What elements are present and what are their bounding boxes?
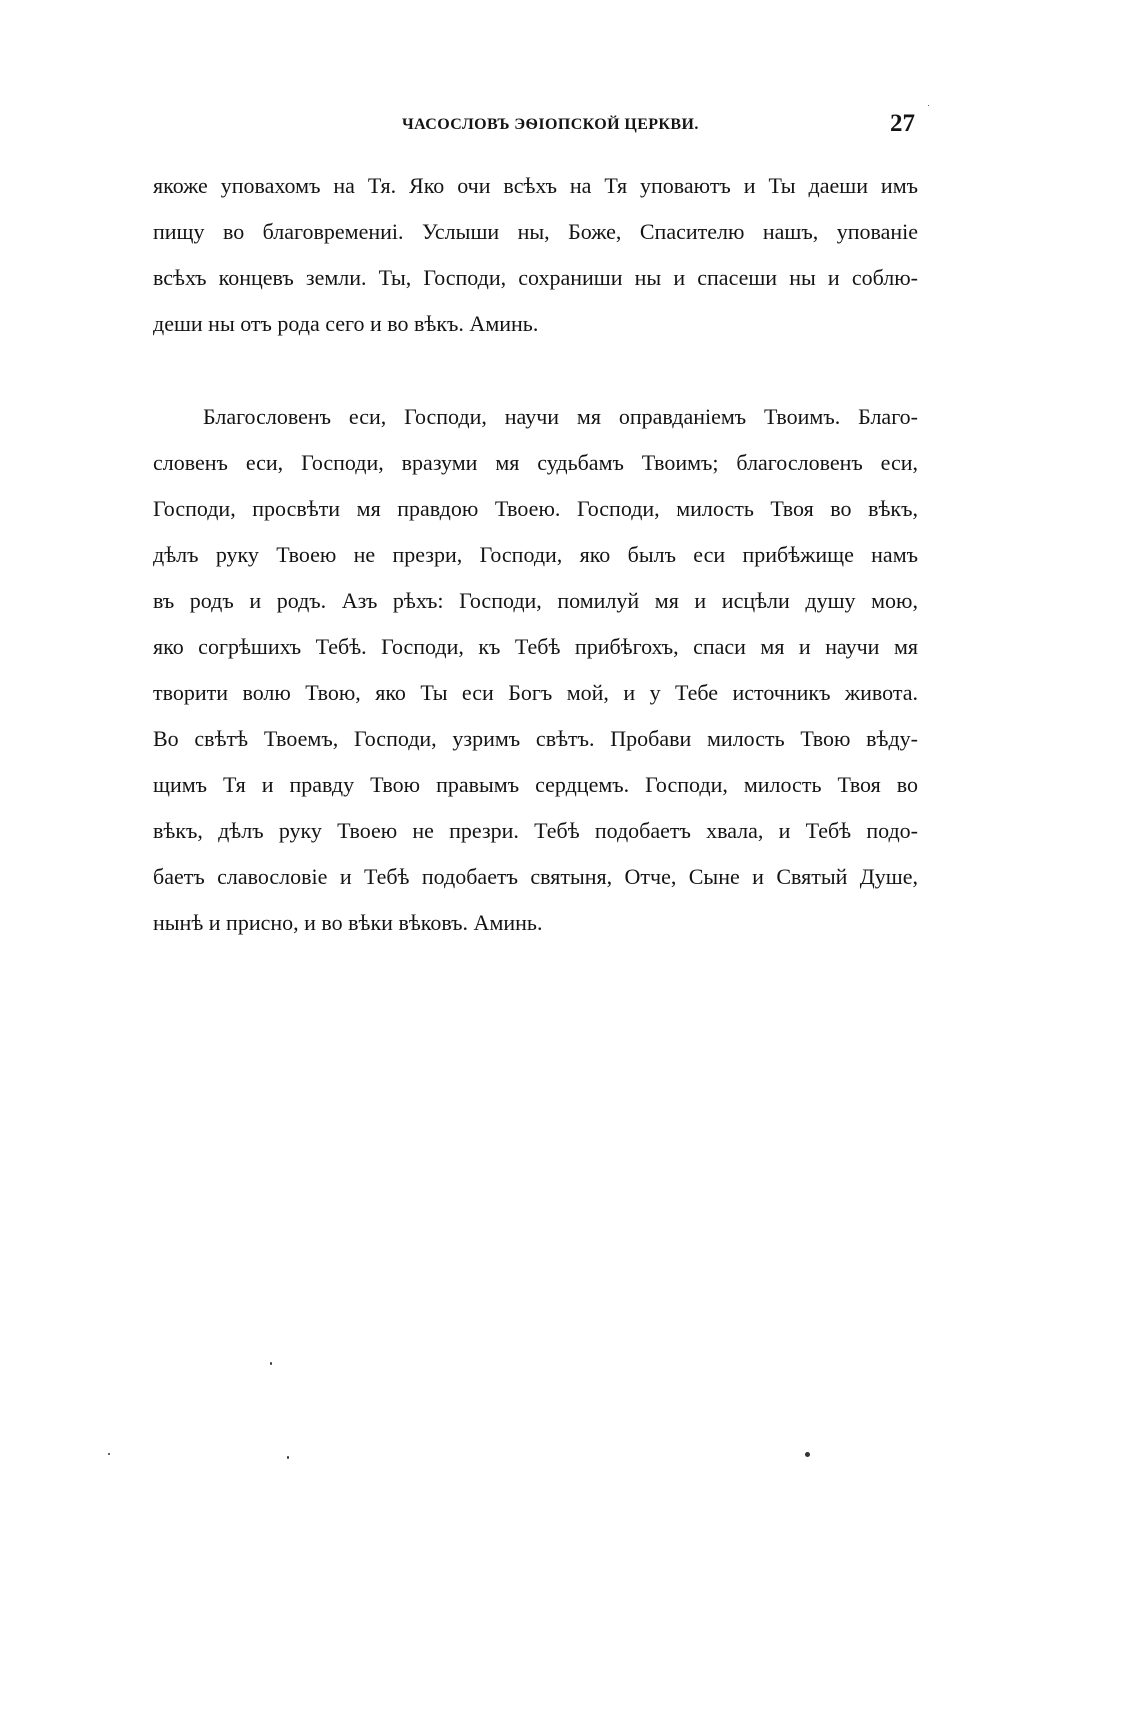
text-line: въ родъ и родъ. Азъ рѣхъ: Господи, помилуй мя и исцѣли душу мою,	[153, 588, 918, 613]
text-line: вѣкъ, дѣлъ руку Твоею не презри. Тебѣ подобаетъ хвала, и Тебѣ подо-	[153, 818, 918, 843]
text-line: яко согрѣшихъ Тебѣ. Господи, къ Тебѣ прибѣгохъ, спаси мя и научи мя	[153, 634, 918, 659]
scan-speck	[805, 1452, 810, 1457]
scan-speck	[928, 105, 929, 106]
running-title: ЧАСОСЛОВЪ ЭѲІОПСКОЙ ЦЕРКВИ.	[402, 116, 699, 133]
text-line: пищу во благовремениі. Услыши ны, Боже, Спасителю нашъ, упованіе	[153, 219, 918, 244]
text-line: деши ны отъ рода сего и во вѣкъ. Аминь.	[153, 311, 539, 336]
scan-speck	[108, 1453, 110, 1455]
text-line: якоже уповахомъ на Тя. Яко очи всѣхъ на Тя уповаютъ и Ты даеши имъ	[153, 173, 918, 198]
text-line: Во свѣтѣ Твоемъ, Господи, узримъ свѣтъ. Пробави милость Твою вѣду-	[153, 726, 918, 751]
scan-speck	[270, 1362, 272, 1365]
text-line: дѣлъ руку Твоею не презри, Господи, яко былъ еси прибѣжище намъ	[153, 542, 918, 567]
text-line: творити волю Твою, яко Ты еси Богъ мой, и у Тебе источникъ живота.	[153, 680, 918, 705]
text-line: щимъ Тя и правду Твою правымъ сердцемъ. Господи, милость Твоя во	[153, 772, 918, 797]
text-line: Господи, просвѣти мя правдою Твоею. Господи, милость Твоя во вѣкъ,	[153, 496, 918, 521]
text-line: Благословенъ еси, Господи, научи мя оправданіемъ Твоимъ. Благо-	[203, 404, 918, 429]
page-number: 27	[890, 110, 915, 137]
text-line: всѣхъ концевъ земли. Ты, Господи, сохраниши ны и спасеши ны и соблю-	[153, 265, 918, 290]
scan-speck	[287, 1456, 289, 1459]
text-line: словенъ еси, Господи, вразуми мя судьбамъ Твоимъ; благословенъ еси,	[153, 450, 918, 475]
text-line: баетъ славословіе и Тебѣ подобаетъ святыня, Отче, Сыне и Святый Душе,	[153, 864, 918, 889]
text-line: нынѣ и присно, и во вѣки вѣковъ. Аминь.	[153, 910, 543, 935]
